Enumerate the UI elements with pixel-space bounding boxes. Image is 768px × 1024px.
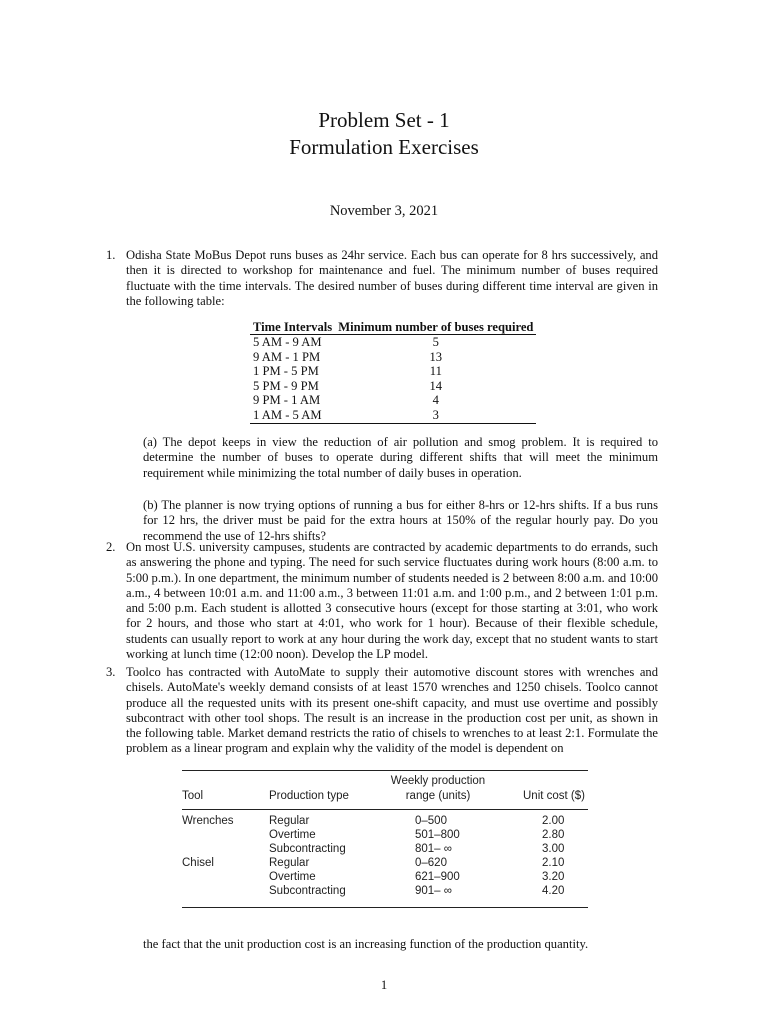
range-header-line-1: Weekly production — [390, 775, 486, 787]
question-1-number: 1. — [106, 248, 116, 262]
type-cell: Subcontracting — [269, 843, 346, 855]
question-1-text: Odisha State MoBus Depot runs buses as 24hr service. Each bus can operate for 8 hrs successively, and then it is directed to workshop for maintenance and fuel. The minimum number of buses required fluctuate with the time intervals. The desired number of buses during different time interval are given in the following table: — [126, 248, 658, 308]
range-cell: 0–500 — [415, 815, 447, 827]
question-3-text: Toolco has contracted with AutoMate to supply their automotive discount stores with wrenches and chisels. AutoMate's weekly demand consists of at least 1570 wrenches and 1250 chisels. Toolco cannot produce all the requested units with its present one-shift capacity, and must use overtime and possibly subcontract with other tool shops. The result is an increase in the production cost per unit, as shown in the following table. Market demand restricts the ratio of chisels to wrenches to at least 2:1. Formulate the problem as a linear program and explain why the validity of the model is dependent on — [126, 665, 658, 756]
question-1 — [106, 248, 658, 309]
question-3 — [106, 665, 658, 757]
type-cell: Overtime — [269, 829, 316, 841]
table-row — [250, 350, 536, 365]
table-row — [250, 408, 536, 423]
type-cell: Overtime — [269, 871, 316, 883]
table-row — [250, 335, 536, 350]
type-cell: Regular — [269, 857, 310, 869]
tool-cell: Chisel — [182, 857, 214, 869]
question-2-number: 2. — [106, 540, 116, 554]
tool-header: Tool — [182, 790, 204, 802]
buses-cell: 4 — [432, 393, 439, 408]
table-top-rule — [182, 770, 588, 771]
cost-cell: 2.80 — [542, 829, 565, 841]
range-header-line-2: range (units) — [405, 790, 471, 802]
buses-cell: 11 — [429, 364, 442, 379]
buses-cell: 14 — [429, 378, 443, 393]
interval-cell: 5 AM - 9 AM — [253, 335, 322, 349]
table-row — [250, 364, 536, 379]
interval-cell: 1 PM - 5 PM — [253, 364, 319, 379]
cost-cell: 2.10 — [542, 857, 565, 869]
range-cell: 801– ∞ — [415, 843, 452, 855]
table-bottom-rule — [182, 907, 588, 908]
interval-cell: 9 AM - 1 PM — [253, 349, 321, 364]
cost-cell: 3.20 — [542, 871, 565, 883]
range-cell: 901– ∞ — [415, 885, 452, 897]
question-2-text: On most U.S. university campuses, students are contracted by academic departments to do errands, such as answering the phone and typing. The need for such service fluctuates during work hours (8:00 a.m. to 5:00 p.m.). In one department, the minimum number of students needed is 2 between 8:00 a.m. and 10:00 a.m., 4 between 10:01 a.m. and 11:00 a.m., 3 between 11:01 a.m. and 1:00 p.m., and 2 between 1:01 p.m. and 5:00 p.m. Each student is allotted 3 consecutive hours (except for those starting at 3:01, who work for 2 hours, and those who start at 4:01, who work for 1 hour). Because of their flexible schedule, students can usually report to work at any hour during the work day, except that no student wants to start working at lunch time (12:00 noon). Develop the LP model. — [126, 540, 658, 662]
question-1-part-a: (a) The depot keeps in view the reduction of air pollution and smog problem. It is required to determine the number of buses to operate during different shifts that will meet the minimum requirement while minimizing the total number of daily buses in operation. — [143, 435, 658, 480]
tool-cell: Wrenches — [182, 815, 234, 827]
question-3-number: 3. — [106, 665, 116, 679]
page-number: 1 — [380, 978, 388, 992]
title-line-1: Problem Set - 1 — [318, 108, 450, 132]
title-line-2: Formulation Exercises — [289, 135, 479, 159]
table-row — [250, 393, 536, 408]
buses-cell: 5 — [432, 335, 439, 349]
interval-cell: 9 PM - 1 AM — [253, 393, 321, 408]
time-intervals-header: Time Intervals — [250, 320, 335, 335]
range-cell: 0–620 — [415, 857, 447, 869]
min-buses-header: Minimum number of buses required — [335, 320, 536, 335]
interval-cell: 1 AM - 5 AM — [250, 408, 335, 423]
question-1-part-b: (b) The planner is now trying options of running a bus for either 8-hrs or 12-hrs shifts. If a bus runs for 12 hrs, the driver must be paid for the extra hours at 150% of the regular hourly pay. Do you recommend the use of 12-hrs shifts? — [143, 498, 658, 543]
cost-cell: 2.00 — [542, 815, 565, 827]
type-cell: Regular — [269, 815, 310, 827]
table-row — [250, 379, 536, 394]
interval-cell: 5 PM - 9 PM — [253, 378, 319, 393]
range-cell: 621–900 — [415, 871, 460, 883]
buses-cell: 3 — [335, 408, 536, 423]
range-cell: 501–800 — [415, 829, 460, 841]
cost-cell: 4.20 — [542, 885, 565, 897]
production-type-header: Production type — [269, 790, 349, 802]
buses-cell: 13 — [429, 349, 443, 364]
question-2 — [106, 540, 658, 662]
type-cell: Subcontracting — [269, 885, 346, 897]
bus-requirements-table — [250, 320, 536, 424]
cost-cell: 3.00 — [542, 843, 565, 855]
document-date: November 3, 2021 — [329, 203, 439, 219]
table-header-row — [250, 320, 536, 335]
unit-cost-header: Unit cost ($) — [523, 790, 585, 802]
question-3-continuation: the fact that the unit production cost is an increasing function of the production quantity. — [143, 937, 589, 951]
table-header-rule — [182, 809, 588, 810]
